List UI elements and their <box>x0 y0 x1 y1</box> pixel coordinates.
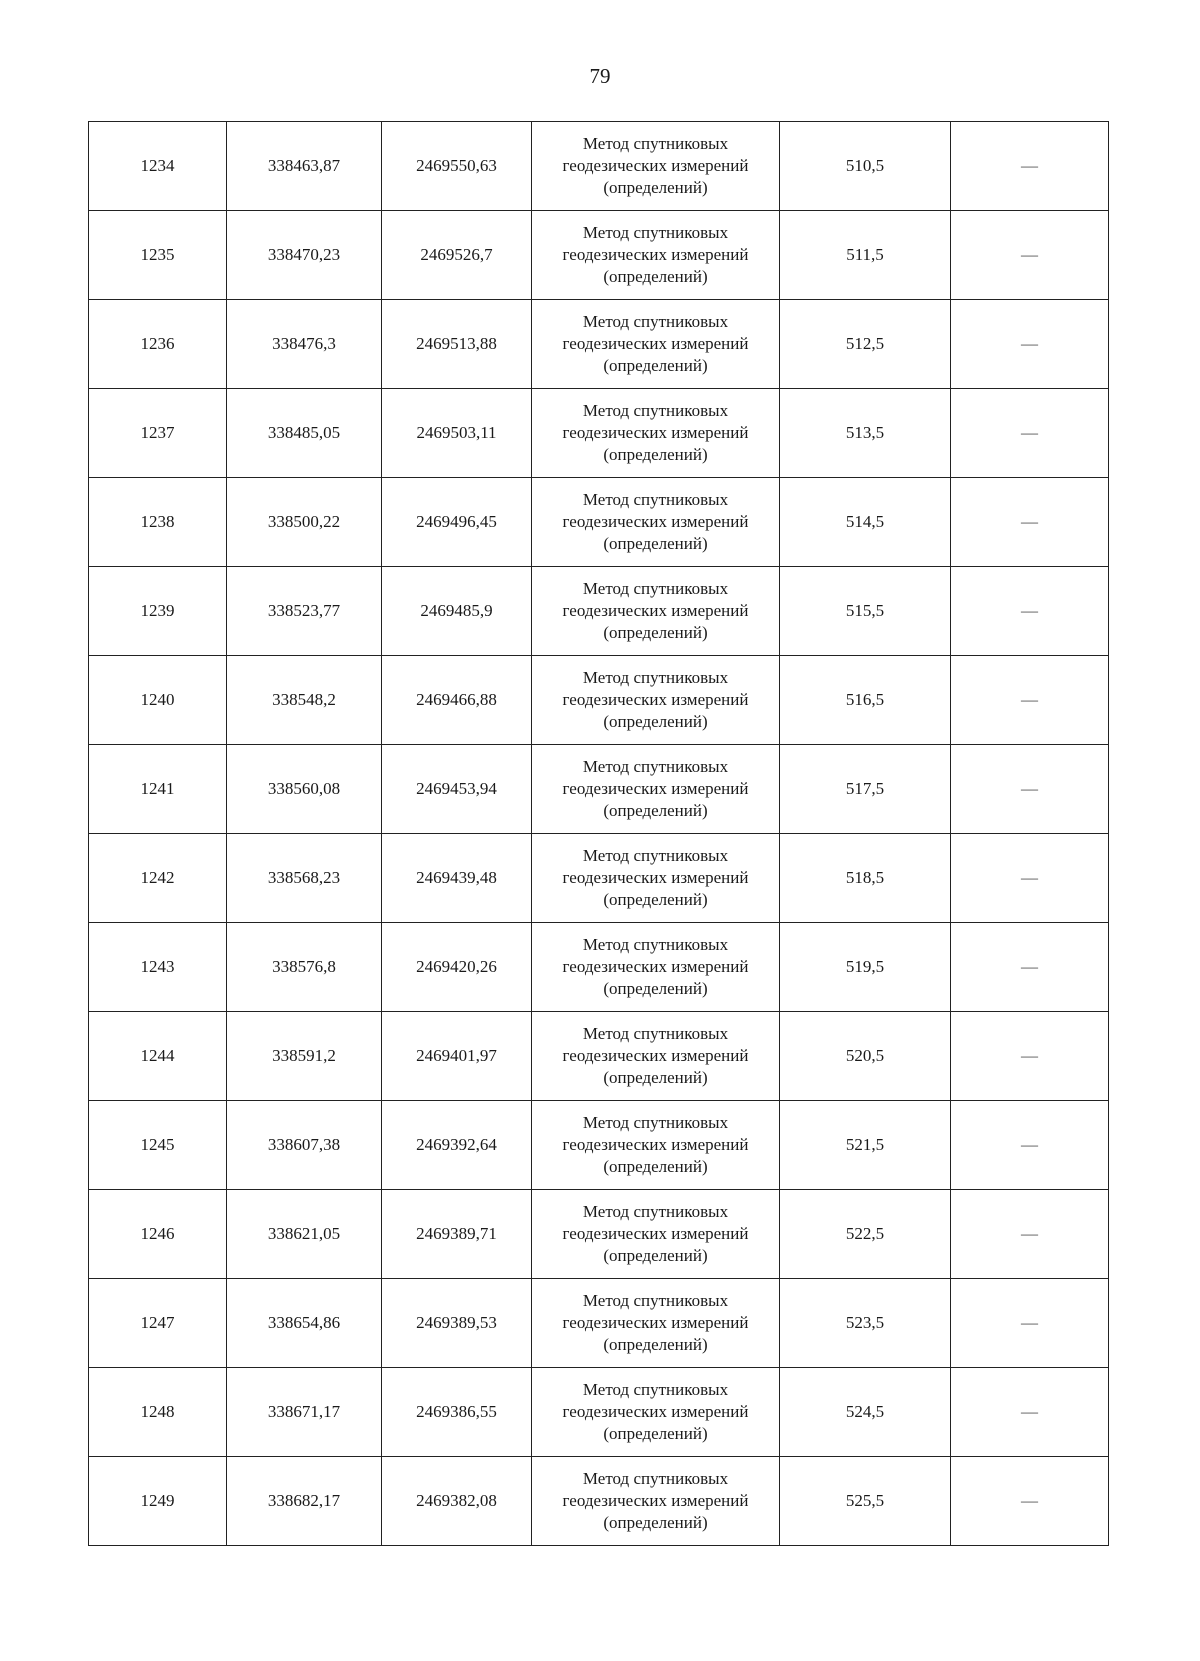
method-cell <box>532 656 780 745</box>
method-text-line: геодезических измерений <box>562 1491 749 1510</box>
point-number-cell: 1247 <box>89 1279 227 1368</box>
method-text-line: Метод спутниковых <box>582 1113 729 1132</box>
method-text-line: (определений) <box>603 356 708 375</box>
method-text-line: Метод спутниковых <box>582 1380 729 1399</box>
point-number-cell: 1243 <box>89 923 227 1012</box>
accuracy-cell: 524,5 <box>780 1368 951 1457</box>
method-text-line: геодезических измерений <box>562 779 749 798</box>
y-coordinate-cell: 2469389,71 <box>382 1190 532 1279</box>
method-cell <box>532 122 780 211</box>
x-coordinate-cell: 338560,08 <box>227 745 382 834</box>
method-cell <box>532 1368 780 1457</box>
table-row <box>89 122 1109 211</box>
x-coordinate-cell: 338463,87 <box>227 122 382 211</box>
dash-cell: — <box>951 478 1109 567</box>
y-coordinate-cell: 2469485,9 <box>382 567 532 656</box>
method-text-line: (определений) <box>603 1068 708 1087</box>
y-coordinate-cell: 2469401,97 <box>382 1012 532 1101</box>
x-coordinate-cell: 338548,2 <box>227 656 382 745</box>
table-row <box>89 567 1109 656</box>
dash-cell: — <box>951 1190 1109 1279</box>
accuracy-cell: 512,5 <box>780 300 951 389</box>
accuracy-cell: 519,5 <box>780 923 951 1012</box>
method-text-line: Метод спутниковых <box>582 846 729 865</box>
x-coordinate-cell: 338671,17 <box>227 1368 382 1457</box>
table-row <box>89 1190 1109 1279</box>
method-text-line: Метод спутниковых <box>582 401 729 420</box>
method-text-line: (определений) <box>603 178 708 197</box>
y-coordinate-cell: 2469420,26 <box>382 923 532 1012</box>
table-row <box>89 834 1109 923</box>
point-number-cell: 1246 <box>89 1190 227 1279</box>
accuracy-cell: 515,5 <box>780 567 951 656</box>
x-coordinate-cell: 338591,2 <box>227 1012 382 1101</box>
dash-cell: — <box>951 300 1109 389</box>
method-cell <box>532 300 780 389</box>
dash-cell: — <box>951 656 1109 745</box>
dash-cell: — <box>951 1279 1109 1368</box>
accuracy-cell: 523,5 <box>780 1279 951 1368</box>
method-text-line: (определений) <box>603 1424 708 1443</box>
method-cell <box>532 923 780 1012</box>
method-text-line: Метод спутниковых <box>582 1469 729 1488</box>
y-coordinate-cell: 2469386,55 <box>382 1368 532 1457</box>
method-text-line: геодезических измерений <box>562 601 749 620</box>
method-text-line: Метод спутниковых <box>582 312 729 331</box>
accuracy-cell: 525,5 <box>780 1457 951 1546</box>
method-text-line: (определений) <box>603 534 708 553</box>
method-text-line: геодезических измерений <box>562 1224 749 1243</box>
x-coordinate-cell: 338682,17 <box>227 1457 382 1546</box>
x-coordinate-cell: 338607,38 <box>227 1101 382 1190</box>
x-coordinate-cell: 338654,86 <box>227 1279 382 1368</box>
table-body <box>89 122 1109 1546</box>
method-text-line: Метод спутниковых <box>582 134 729 153</box>
method-text-line: геодезических измерений <box>562 1313 749 1332</box>
method-cell <box>532 478 780 567</box>
method-text-line: геодезических измерений <box>562 1135 749 1154</box>
method-text-line: геодезических измерений <box>562 690 749 709</box>
method-text-line: Метод спутниковых <box>582 1202 729 1221</box>
method-text-line: геодезических измерений <box>562 334 749 353</box>
table-row <box>89 389 1109 478</box>
x-coordinate-cell: 338576,8 <box>227 923 382 1012</box>
dash-cell: — <box>951 1101 1109 1190</box>
accuracy-cell: 521,5 <box>780 1101 951 1190</box>
method-text-line: Метод спутниковых <box>582 1291 729 1310</box>
method-text-line: (определений) <box>603 801 708 820</box>
method-cell <box>532 567 780 656</box>
y-coordinate-cell: 2469496,45 <box>382 478 532 567</box>
table-row <box>89 1279 1109 1368</box>
table-row <box>89 1368 1109 1457</box>
method-cell <box>532 745 780 834</box>
method-text-line: (определений) <box>603 1246 708 1265</box>
method-text-line: геодезических измерений <box>562 512 749 531</box>
table-row <box>89 923 1109 1012</box>
point-number-cell: 1237 <box>89 389 227 478</box>
x-coordinate-cell: 338470,23 <box>227 211 382 300</box>
method-text-line: (определений) <box>603 445 708 464</box>
point-number-cell: 1240 <box>89 656 227 745</box>
accuracy-cell: 511,5 <box>780 211 951 300</box>
method-cell <box>532 211 780 300</box>
method-text-line: (определений) <box>603 623 708 642</box>
accuracy-cell: 517,5 <box>780 745 951 834</box>
point-number-cell: 1239 <box>89 567 227 656</box>
point-number-cell: 1236 <box>89 300 227 389</box>
x-coordinate-cell: 338568,23 <box>227 834 382 923</box>
method-text-line: Метод спутниковых <box>582 1024 729 1043</box>
method-text-line: геодезических измерений <box>562 245 749 264</box>
method-text-line: Метод спутниковых <box>582 490 729 509</box>
point-number-cell: 1241 <box>89 745 227 834</box>
dash-cell: — <box>951 567 1109 656</box>
dash-cell: — <box>951 1368 1109 1457</box>
accuracy-cell: 510,5 <box>780 122 951 211</box>
dash-cell: — <box>951 389 1109 478</box>
x-coordinate-cell: 338523,77 <box>227 567 382 656</box>
y-coordinate-cell: 2469382,08 <box>382 1457 532 1546</box>
accuracy-cell: 522,5 <box>780 1190 951 1279</box>
point-number-cell: 1242 <box>89 834 227 923</box>
y-coordinate-cell: 2469503,11 <box>382 389 532 478</box>
method-text-line: (определений) <box>603 712 708 731</box>
point-number-cell: 1244 <box>89 1012 227 1101</box>
method-text-line: Метод спутниковых <box>582 935 729 954</box>
y-coordinate-cell: 2469550,63 <box>382 122 532 211</box>
method-text-line: (определений) <box>603 1513 708 1532</box>
method-text-line: (определений) <box>603 267 708 286</box>
method-cell <box>532 1012 780 1101</box>
method-text-line: (определений) <box>603 1157 708 1176</box>
table-row <box>89 1101 1109 1190</box>
point-number-cell: 1235 <box>89 211 227 300</box>
method-text-line: (определений) <box>603 1335 708 1354</box>
table-row <box>89 745 1109 834</box>
method-cell <box>532 1190 780 1279</box>
table-row <box>89 656 1109 745</box>
method-cell <box>532 834 780 923</box>
method-cell <box>532 1101 780 1190</box>
method-text-line: Метод спутниковых <box>582 668 729 687</box>
accuracy-cell: 513,5 <box>780 389 951 478</box>
x-coordinate-cell: 338621,05 <box>227 1190 382 1279</box>
method-text-line: геодезических измерений <box>562 1046 749 1065</box>
method-text-line: Метод спутниковых <box>582 579 729 598</box>
page-number: 79 <box>589 64 611 88</box>
method-text-line: (определений) <box>603 979 708 998</box>
method-text-line: геодезических измерений <box>562 423 749 442</box>
method-cell <box>532 1279 780 1368</box>
y-coordinate-cell: 2469466,88 <box>382 656 532 745</box>
table-row <box>89 478 1109 567</box>
point-number-cell: 1249 <box>89 1457 227 1546</box>
dash-cell: — <box>951 1457 1109 1546</box>
point-number-cell: 1245 <box>89 1101 227 1190</box>
dash-cell: — <box>951 834 1109 923</box>
y-coordinate-cell: 2469389,53 <box>382 1279 532 1368</box>
table-row <box>89 211 1109 300</box>
method-text-line: геодезических измерений <box>562 1402 749 1421</box>
y-coordinate-cell: 2469513,88 <box>382 300 532 389</box>
table-row <box>89 1012 1109 1101</box>
table-row <box>89 300 1109 389</box>
y-coordinate-cell: 2469439,48 <box>382 834 532 923</box>
point-number-cell: 1248 <box>89 1368 227 1457</box>
coordinates-table <box>88 121 1109 1546</box>
method-text-line: (определений) <box>603 890 708 909</box>
method-text-line: Метод спутниковых <box>582 223 729 242</box>
x-coordinate-cell: 338476,3 <box>227 300 382 389</box>
dash-cell: — <box>951 211 1109 300</box>
dash-cell: — <box>951 1012 1109 1101</box>
x-coordinate-cell: 338485,05 <box>227 389 382 478</box>
method-text-line: геодезических измерений <box>562 868 749 887</box>
method-cell <box>532 1457 780 1546</box>
point-number-cell: 1238 <box>89 478 227 567</box>
table-row <box>89 1457 1109 1546</box>
dash-cell: — <box>951 745 1109 834</box>
accuracy-cell: 514,5 <box>780 478 951 567</box>
accuracy-cell: 518,5 <box>780 834 951 923</box>
accuracy-cell: 516,5 <box>780 656 951 745</box>
dash-cell: — <box>951 122 1109 211</box>
y-coordinate-cell: 2469392,64 <box>382 1101 532 1190</box>
y-coordinate-cell: 2469453,94 <box>382 745 532 834</box>
method-cell <box>532 389 780 478</box>
dash-cell: — <box>951 923 1109 1012</box>
method-text-line: Метод спутниковых <box>582 757 729 776</box>
accuracy-cell: 520,5 <box>780 1012 951 1101</box>
x-coordinate-cell: 338500,22 <box>227 478 382 567</box>
y-coordinate-cell: 2469526,7 <box>382 211 532 300</box>
method-text-line: геодезических измерений <box>562 957 749 976</box>
point-number-cell: 1234 <box>89 122 227 211</box>
method-text-line: геодезических измерений <box>562 156 749 175</box>
